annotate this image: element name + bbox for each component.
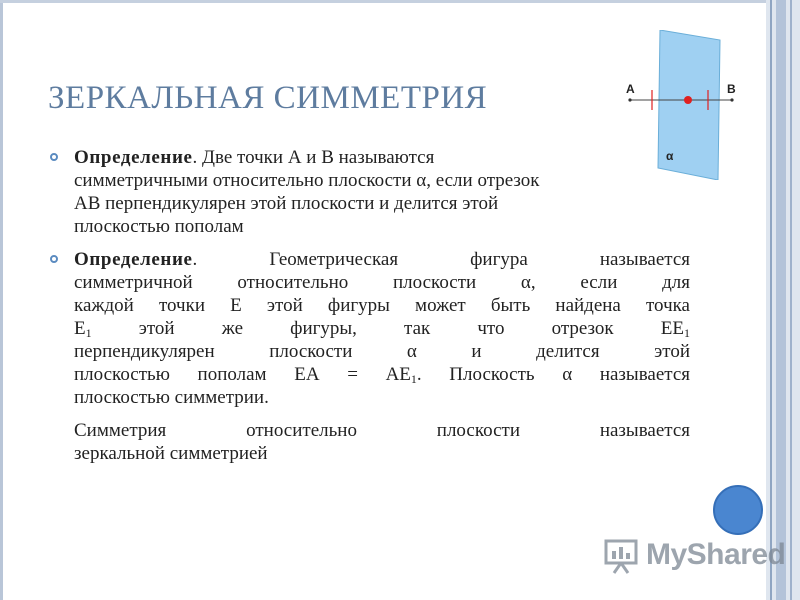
text-line: АВ перпендикулярен этой плоскости и делится этой	[74, 193, 499, 214]
watermark-text: MyShared	[646, 538, 786, 571]
term-definition: Определение	[74, 249, 193, 270]
presentation-board-icon	[604, 538, 642, 574]
decorative-circle	[713, 485, 763, 535]
point-a	[628, 98, 631, 101]
text-line: зеркальной симметрией	[74, 443, 268, 464]
label-a: A	[626, 82, 635, 96]
watermark	[604, 538, 786, 574]
term-definition: Определение	[74, 147, 193, 168]
definition-points	[50, 146, 690, 238]
text-fragment: . Две точки А и В называются	[192, 147, 435, 168]
text-fragment: плоскостью пополам ЕА = АЕ	[74, 364, 411, 385]
text-line	[74, 317, 690, 340]
slide-content	[50, 146, 690, 475]
right-bar-stripe	[776, 0, 786, 600]
right-bar-stripe	[790, 0, 792, 600]
subscript: 1	[85, 326, 92, 340]
text-line	[74, 146, 690, 169]
text-line: Симметрия относительно плоскости называется	[74, 420, 690, 441]
text-line	[74, 248, 690, 271]
subscript: 1	[410, 372, 417, 386]
text-line: симметричной относительно плоскости α, если для	[74, 272, 690, 293]
definition-figure	[50, 248, 690, 409]
left-border	[0, 0, 3, 600]
right-bar-stripe	[770, 0, 772, 600]
slide-title: ЗЕРКАЛЬНАЯ СИММЕТРИЯ	[48, 80, 488, 116]
text-line: плоскостью пополам	[74, 216, 244, 237]
text-line	[74, 363, 690, 386]
text-line: плоскостью симметрии.	[74, 387, 269, 408]
label-b: B	[727, 82, 736, 96]
text-line: каждой точки Е этой фигуры может быть найдена точка	[74, 295, 690, 316]
label-alpha: α	[666, 149, 674, 163]
text-line: симметричными относительно плоскости α, если отрезок	[74, 170, 540, 191]
conclusion-paragraph	[50, 419, 690, 465]
midpoint	[684, 96, 692, 104]
top-border	[0, 0, 800, 3]
point-b	[730, 98, 733, 101]
text-line: перпендикулярен плоскости α и делится этой	[74, 341, 690, 362]
text-fragment: этой же фигуры, так что отрезок ЕЕ	[91, 318, 684, 339]
bullet-icon	[50, 153, 58, 161]
bullet-icon	[50, 255, 58, 263]
subscript: 1	[684, 326, 690, 340]
text-fragment: . Плоскость α называется	[416, 364, 690, 385]
text-fragment: Е	[74, 318, 86, 339]
text-fragment: . Геометрическая фигура называется	[192, 249, 690, 270]
